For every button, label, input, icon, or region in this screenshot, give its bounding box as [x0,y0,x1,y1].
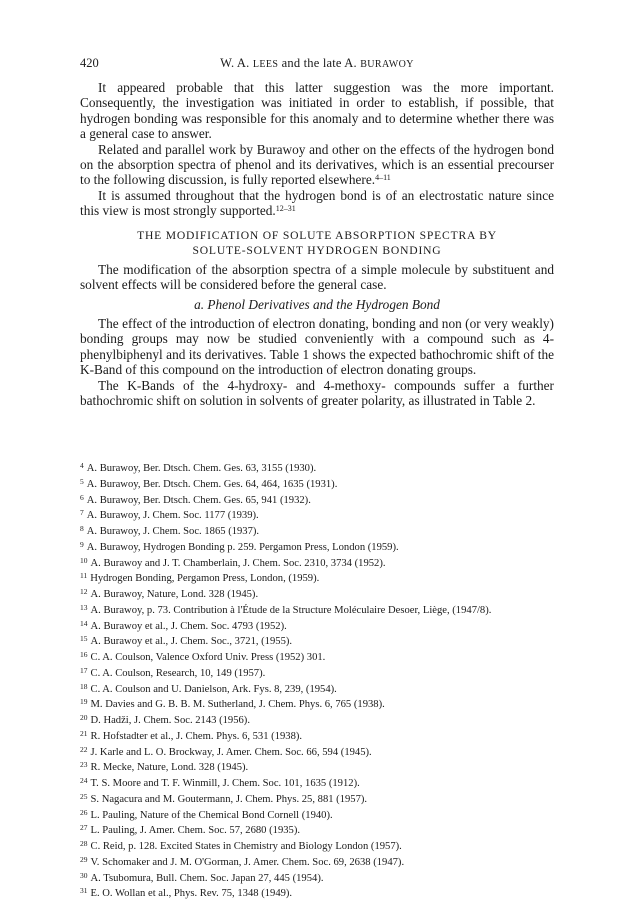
reference-text: C. A. Coulson, Valence Oxford Univ. Press (1952) 301. [90,652,326,663]
reference-number: 22 [80,744,88,754]
reference-number: 17 [80,665,88,675]
reference-number: 19 [80,697,88,707]
reference-item [80,602,554,618]
reference-number: 27 [80,823,88,833]
reference-text: A. Burawoy et al., J. Chem. Soc. 4793 (1952). [90,620,287,632]
reference-number: 15 [80,634,88,644]
author-connector: and the late A. [278,56,361,70]
author-burawoy: BURAWOY [360,59,414,70]
reference-text: S. Nagacura and M. Goutermann, J. Chem. Phys. 25, 881 (1957). [90,793,368,805]
paragraph-2 [80,142,554,188]
reference-text: R. Mecke, Nature, Lond. 328 (1945). [90,762,249,774]
reference-item [80,633,554,649]
reference-item [80,492,554,508]
reference-item [80,696,554,712]
reference-item [80,775,554,791]
paragraph-4: The modification of the absorption spectra of a simple molecule by substituent and solvent effects will be considered before the general case. [80,261,554,293]
reference-text: A. Burawoy, J. Chem. Soc. 1177 (1939). [86,510,259,522]
reference-item [80,885,554,901]
page-number: 420 [80,56,99,70]
reference-text: L. Pauling, J. Amer. Chem. Soc. 57, 2680 (1935). [90,825,301,837]
reference-item [80,838,554,854]
reference-number: 10 [80,555,88,565]
reference-number: 7 [80,508,84,518]
paragraph-3 [80,188,554,219]
reference-item [80,712,554,728]
reference-number: 18 [80,681,88,691]
reference-item [80,523,554,539]
reference-item [80,665,554,681]
section-heading-line-2: SOLUTE-SOLVENT HYDROGEN BONDING [192,243,442,257]
reference-text: L. Pauling, Nature of the Chemical Bond Cornell (1940). [90,809,333,821]
reference-number: 30 [80,870,88,880]
section-heading [80,228,554,258]
reference-item [80,870,554,886]
reference-text: A. Burawoy, p. 73. Contribution à l'Étude de la Structure Moléculaire Desoer, Liège, (1947/8). [90,604,492,616]
reference-item [80,586,554,602]
reference-number: 20 [80,713,88,722]
author-initials: W. A. [220,56,253,70]
reference-text: C. Reid, p. 128. Excited States in Chemistry and Biology London (1957). [90,841,402,852]
reference-item [80,744,554,760]
running-title [80,56,554,71]
reference-number: 28 [80,839,88,848]
reference-text: M. Davies and G. B. B. M. Sutherland, J. Chem. Phys. 6, 765 (1938). [90,699,385,711]
paragraph-2-text: Related and parallel work by Burawoy and other on the effects of the hydrogen bond on the absorption spectra of phenol and its derivatives, which is an essential precourser to the following discussion, is fully reported elsewhere. [80,141,554,188]
subsection-heading: a. Phenol Derivatives and the Hydrogen Bond [194,297,440,313]
reference-text: J. Karle and L. O. Brockway, J. Amer. Chem. Soc. 66, 594 (1945). [90,746,372,758]
reference-text: A. Burawoy and J. T. Chamberlain, J. Chem. Soc. 2310, 3734 (1952). [90,557,386,569]
reference-text: V. Schomaker and J. M. O'Gorman, J. Amer. Chem. Soc. 69, 2638 (1947). [90,856,405,868]
reference-item [80,460,554,476]
reference-item [80,854,554,870]
reference-number: 23 [80,760,88,770]
paragraph-5: The effect of the introduction of electron donating, bonding and non (or very weakly) bonding groups may now be studied conveniently with a compound such as 4-phenylbiphenyl and its derivatives. Table 1 shows the expected bathochromic shift of the K-Band of this compound on the introduction of electron donating groups. [80,315,554,378]
reference-item [80,807,554,823]
reference-number: 16 [80,650,88,659]
reference-text: A. Burawoy, Ber. Dtsch. Chem. Ges. 65, 941 (1932). [86,494,311,506]
reference-text: C. A. Coulson, Research, 10, 149 (1957). [90,667,266,679]
paragraph-1: It appeared probable that this latter suggestion was the more important. Consequently, the investigation was initiated in order to establish, if possible, that hydrogen bonding was responsible for this anomaly and to determine whether there was a general case to answer. [80,80,554,142]
reference-item [80,728,554,744]
reference-number: 12 [80,587,88,596]
reference-text: A. Burawoy et al., J. Chem. Soc., 3721, (1955). [90,636,293,648]
reference-item [80,681,554,697]
reference-number: 25 [80,791,88,801]
reference-text: D. Hadži, J. Chem. Soc. 2143 (1956). [90,715,250,726]
reference-text: E. O. Wollan et al., Phys. Rev. 75, 1348 (1949). [90,888,293,900]
reference-item [80,822,554,838]
reference-item [80,507,554,523]
citation-superscript: 4–11 [375,173,391,183]
author-lees: LEES [252,59,279,70]
reference-number: 6 [80,492,84,502]
reference-item [80,791,554,807]
citation-superscript: 12–31 [275,204,296,214]
body-text [80,80,554,408]
running-header [80,56,554,72]
reference-text: A. Burawoy, Ber. Dtsch. Chem. Ges. 64, 464, 1635 (1931). [86,478,338,490]
reference-item [80,476,554,492]
reference-number: 4 [80,461,84,470]
reference-number: 14 [80,618,88,628]
reference-number: 29 [80,854,88,864]
reference-number: 21 [80,728,88,738]
reference-number: 31 [80,886,88,896]
reference-number: 5 [80,476,84,486]
reference-number: 13 [80,602,88,612]
reference-number: 24 [80,776,88,785]
reference-text: A. Burawoy, Hydrogen Bonding p. 259. Pergamon Press, London (1959). [86,541,399,553]
reference-text: A. Burawoy, Nature, Lond. 328 (1945). [90,589,259,600]
reference-item [80,539,554,555]
reference-item [80,618,554,634]
reference-item [80,759,554,775]
reference-text: C. A. Coulson and U. Danielson, Ark. Fys. 8, 239, (1954). [90,683,337,695]
paragraph-3-text: It is assumed throughout that the hydrogen bond is of an electrostatic nature since this view is most strongly supported. [80,187,554,219]
reference-number: 11 [80,571,88,581]
reference-text: R. Hofstadter et al., J. Chem. Phys. 6, 531 (1938). [90,730,303,742]
reference-number: 26 [80,807,88,817]
reference-text: Hydrogen Bonding, Pergamon Press, London, (1959). [90,573,320,585]
reference-text: T. S. Moore and T. F. Winmill, J. Chem. Soc. 101, 1635 (1912). [90,778,360,789]
reference-item [80,649,554,665]
reference-text: A. Tsubomura, Bull. Chem. Soc. Japan 27, 445 (1954). [90,872,324,884]
reference-number: 8 [80,524,84,533]
reference-item [80,570,554,586]
reference-text: A. Burawoy, J. Chem. Soc. 1865 (1937). [86,526,260,537]
reference-text: A. Burawoy, Ber. Dtsch. Chem. Ges. 63, 3155 (1930). [86,463,317,474]
section-heading-line-1: THE MODIFICATION OF SOLUTE ABSORPTION SPECTRA BY [137,228,497,242]
reference-item [80,555,554,571]
reference-list [80,460,554,901]
paragraph-6: The K-Bands of the 4-hydroxy- and 4-methoxy- compounds suffer a further bathochromic shift on solution in solvents of greater polarity, as illustrated in Table 2. [80,377,554,408]
reference-number: 9 [80,539,84,549]
